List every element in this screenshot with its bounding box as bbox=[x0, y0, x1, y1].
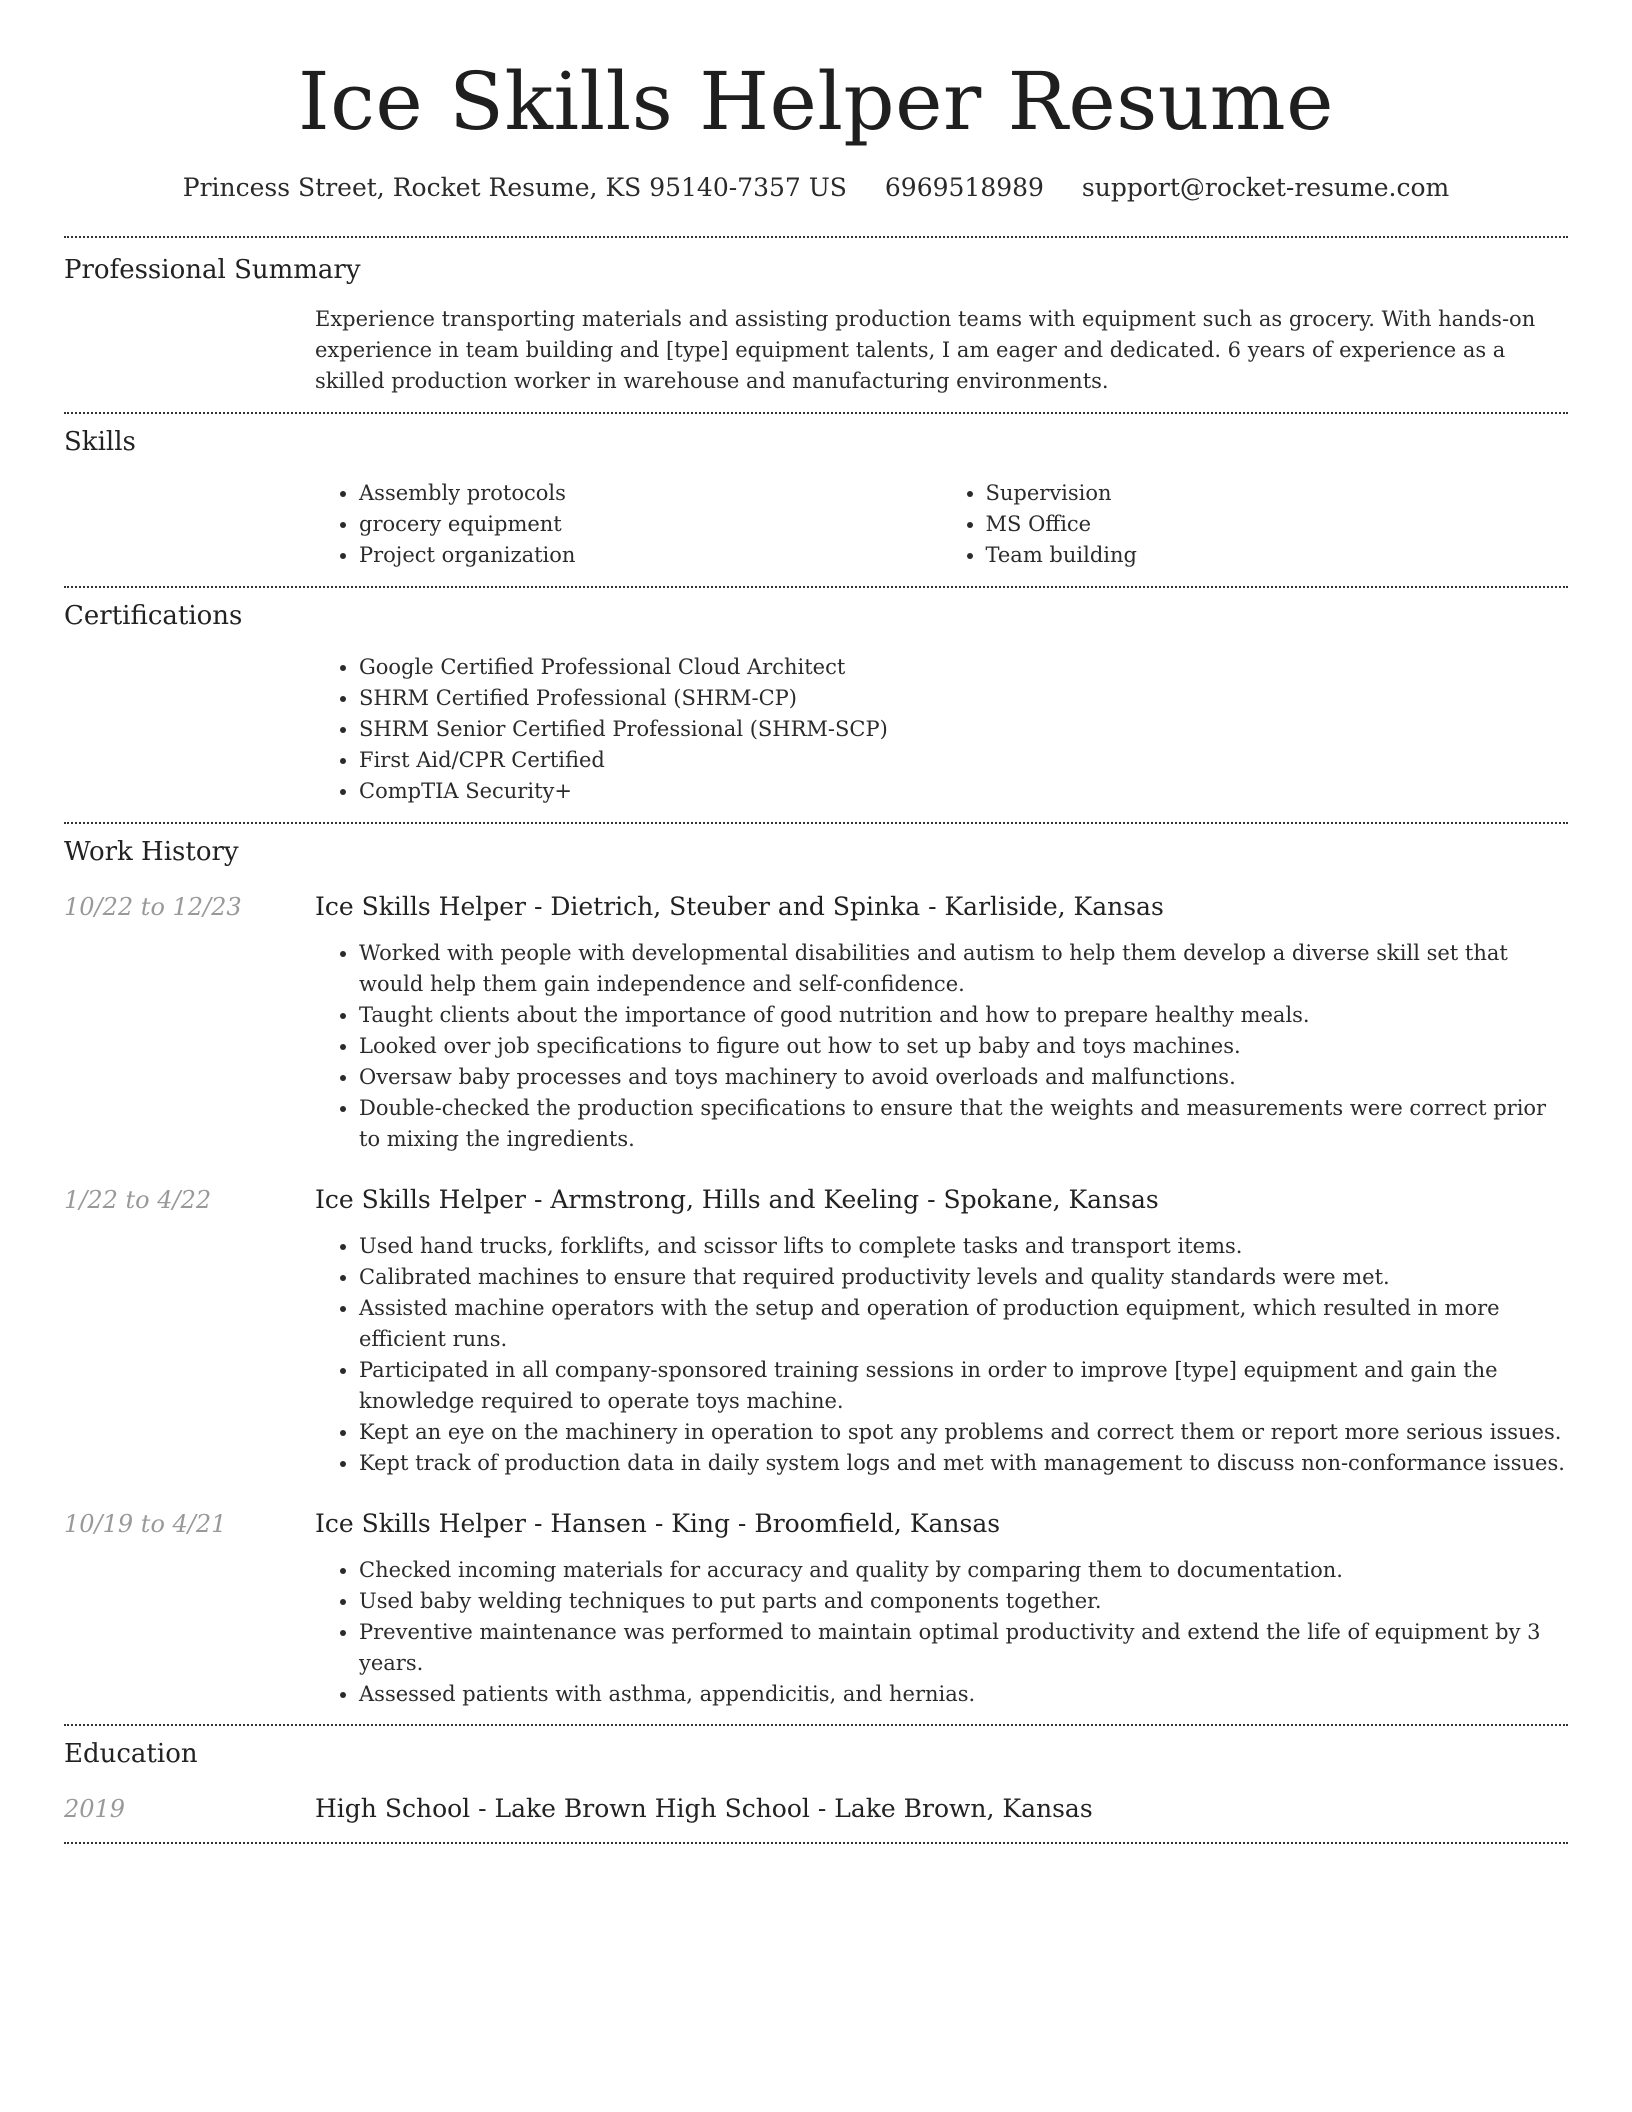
contact-address: Princess Street, Rocket Resume, KS 95140-7357 US bbox=[182, 173, 847, 202]
certifications-content bbox=[315, 652, 1568, 807]
skill-item: • MS Office bbox=[986, 509, 1569, 540]
job-entry bbox=[64, 890, 1568, 1155]
resume-header bbox=[64, 0, 1568, 206]
skill-item: • Supervision bbox=[986, 478, 1569, 509]
certifications-list bbox=[315, 652, 1568, 807]
skills-column-left bbox=[315, 478, 942, 571]
job-details bbox=[315, 1555, 1568, 1710]
work-history-section bbox=[64, 824, 1568, 1724]
job-entry bbox=[64, 1507, 1568, 1710]
certification-item: • Google Certified Professional Cloud Architect bbox=[359, 652, 1568, 683]
job-details bbox=[315, 1231, 1568, 1479]
skills-section bbox=[64, 414, 1568, 586]
certification-item: • CompTIA Security+ bbox=[359, 776, 1568, 807]
skills-list bbox=[315, 478, 1568, 571]
job-bullet: • Kept track of production data in daily system logs and met with management to discuss non-conformance issues. bbox=[359, 1448, 1568, 1479]
skill-item: • Project organization bbox=[359, 540, 942, 571]
job-date: 10/19 to 4/21 bbox=[64, 1510, 227, 1538]
job-date: 10/22 to 12/23 bbox=[64, 893, 242, 921]
education-date: 2019 bbox=[64, 1795, 126, 1823]
job-entry bbox=[64, 1183, 1568, 1479]
job-header bbox=[64, 1507, 1568, 1541]
section-title-skills: Skills bbox=[64, 427, 136, 457]
divider bbox=[64, 1842, 1568, 1844]
job-bullets bbox=[315, 938, 1568, 1155]
job-bullet: • Calibrated machines to ensure that required productivity levels and quality standards were met. bbox=[359, 1262, 1568, 1293]
contact-email: support@rocket-resume.com bbox=[1081, 173, 1450, 202]
job-bullet: • Preventive maintenance was performed to maintain optimal productivity and extend the life of equipment by 3 years. bbox=[359, 1617, 1568, 1679]
summary-content bbox=[315, 304, 1568, 397]
job-bullet: • Double-checked the production specifications to ensure that the weights and measurements were correct prior to mixing the ingredients. bbox=[359, 1093, 1568, 1155]
job-details bbox=[315, 938, 1568, 1155]
job-header bbox=[64, 1183, 1568, 1217]
certification-item: • First Aid/CPR Certified bbox=[359, 745, 1568, 776]
job-bullet: • Participated in all company-sponsored training sessions in order to improve [type] equipment and gain the knowledge required to operate toys machine. bbox=[359, 1355, 1568, 1417]
section-title-certifications: Certifications bbox=[64, 601, 243, 631]
job-bullets bbox=[315, 1231, 1568, 1479]
job-title: Ice Skills Helper - Hansen - King - Broomfield, Kansas bbox=[315, 1509, 1001, 1538]
job-header bbox=[64, 890, 1568, 924]
education-degree: High School - Lake Brown High School - Lake Brown, Kansas bbox=[315, 1794, 1093, 1823]
job-bullet: • Looked over job specifications to figure out how to set up baby and toys machines. bbox=[359, 1031, 1568, 1062]
certification-item: • SHRM Senior Certified Professional (SHRM-SCP) bbox=[359, 714, 1568, 745]
job-bullet: • Taught clients about the importance of good nutrition and how to prepare healthy meals. bbox=[359, 1000, 1568, 1031]
education-entry bbox=[64, 1792, 1568, 1826]
certifications-section bbox=[64, 588, 1568, 822]
summary-text: Experience transporting materials and assisting production teams with equipment such as grocery. With hands-on experience in team building and [type] equipment talents, I am eager and dedicated. 6 years of experience as a skilled production worker in warehouse and manufacturing environments. bbox=[315, 307, 1536, 393]
section-title-summary: Professional Summary bbox=[64, 255, 361, 285]
job-bullet: • Assisted machine operators with the setup and operation of production equipment, which resulted in more efficient runs. bbox=[359, 1293, 1568, 1355]
job-bullet: • Kept an eye on the machinery in operation to spot any problems and correct them or report more serious issues. bbox=[359, 1417, 1568, 1448]
job-bullet: • Used hand trucks, forklifts, and scissor lifts to complete tasks and transport items. bbox=[359, 1231, 1568, 1262]
job-bullet: • Assessed patients with asthma, appendicitis, and hernias. bbox=[359, 1679, 1568, 1710]
resume-title: Ice Skills Helper Resume bbox=[298, 55, 1334, 148]
job-bullet: • Used baby welding techniques to put parts and components together. bbox=[359, 1586, 1568, 1617]
contact-phone: 6969518989 bbox=[884, 173, 1044, 202]
contact-line bbox=[64, 170, 1568, 206]
summary-section bbox=[64, 238, 1568, 412]
section-title-work-history: Work History bbox=[64, 837, 239, 867]
education-section bbox=[64, 1726, 1568, 1842]
job-bullets bbox=[315, 1555, 1568, 1710]
job-date: 1/22 to 4/22 bbox=[64, 1186, 212, 1214]
job-title: Ice Skills Helper - Dietrich, Steuber and Spinka - Karliside, Kansas bbox=[315, 892, 1164, 921]
certification-item: • SHRM Certified Professional (SHRM-CP) bbox=[359, 683, 1568, 714]
skills-column-right bbox=[942, 478, 1569, 571]
job-bullet: • Worked with people with developmental disabilities and autism to help them develop a diverse skill set that would help them gain independence and self-confidence. bbox=[359, 938, 1568, 1000]
skill-item: • Team building bbox=[986, 540, 1569, 571]
job-bullet: • Checked incoming materials for accuracy and quality by comparing them to documentation. bbox=[359, 1555, 1568, 1586]
skill-item: • Assembly protocols bbox=[359, 478, 942, 509]
job-title: Ice Skills Helper - Armstrong, Hills and Keeling - Spokane, Kansas bbox=[315, 1185, 1159, 1214]
section-title-education: Education bbox=[64, 1739, 198, 1769]
skill-item: • grocery equipment bbox=[359, 509, 942, 540]
job-bullet: • Oversaw baby processes and toys machinery to avoid overloads and malfunctions. bbox=[359, 1062, 1568, 1093]
